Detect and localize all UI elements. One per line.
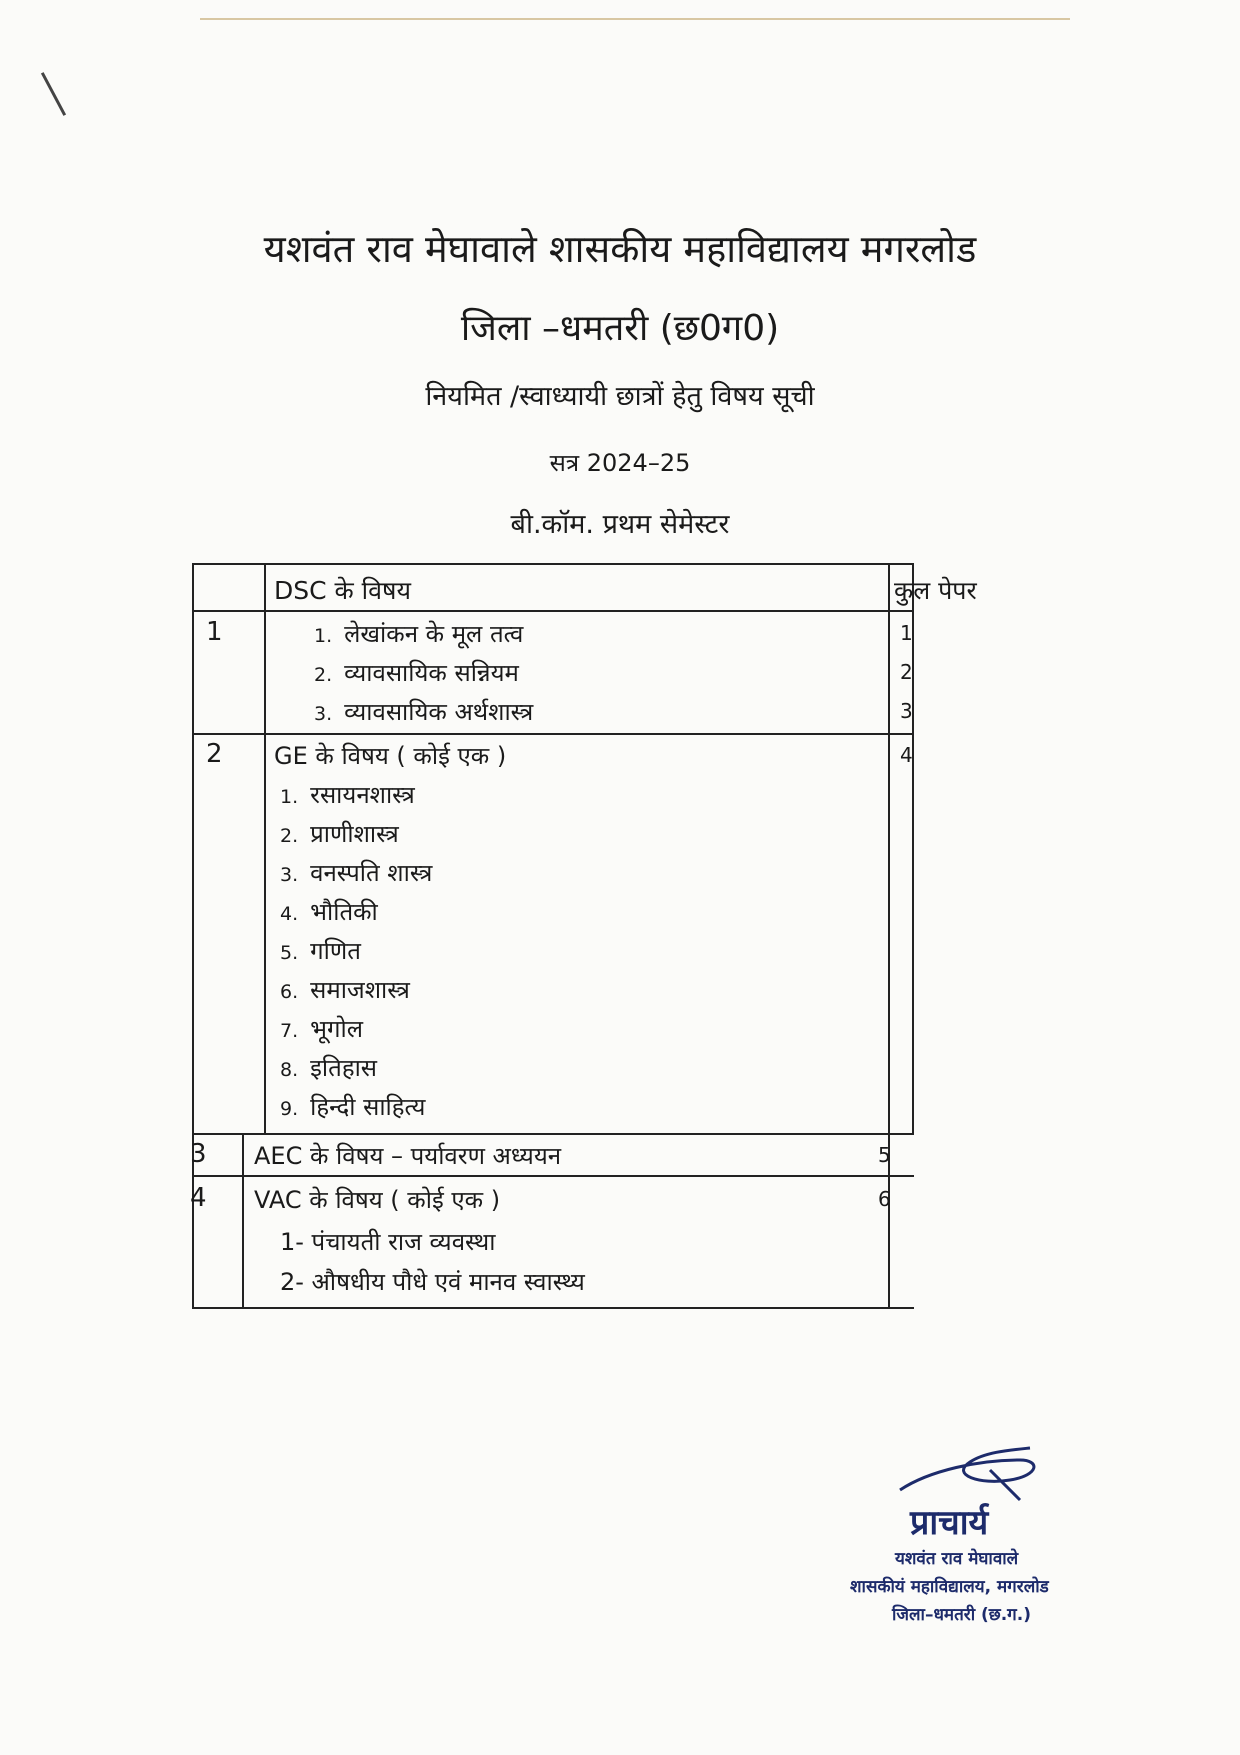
- list-item: 1- पंचायती राज व्यवस्था: [280, 1228, 496, 1256]
- item-index: 3.: [314, 703, 333, 725]
- item-label: लेखांकन के मूल तत्व: [344, 620, 524, 648]
- item-index: 1.: [280, 786, 299, 808]
- papers-header: कुल पेपर: [894, 576, 977, 605]
- section-title: GE के विषय ( कोई एक ): [274, 742, 507, 770]
- dsc-header: DSC के विषय: [274, 576, 411, 605]
- item-label: भौतिकी: [310, 898, 378, 926]
- pen-mark: [41, 72, 66, 116]
- principal-title: प्राचार्य: [910, 1503, 989, 1543]
- section-title: AEC के विषय – पर्यावरण अध्ययन: [254, 1142, 562, 1170]
- row-divider: [194, 610, 914, 612]
- item-label: गणित: [310, 937, 361, 965]
- item-label: भूगोल: [310, 1015, 364, 1043]
- subject-table: [192, 563, 1040, 1309]
- section-number: 1: [206, 617, 223, 647]
- item-label: व्यावसायिक अर्थशास्त्र: [344, 698, 534, 726]
- item-index: 2.: [314, 664, 333, 686]
- list-item: [280, 1051, 377, 1084]
- item-index: 1.: [314, 625, 333, 647]
- list-item: [280, 895, 378, 928]
- col-divider: [264, 565, 266, 1135]
- item-index: 4.: [280, 903, 299, 925]
- item-label: हिन्दी साहित्य: [310, 1093, 426, 1121]
- list-item: 2- औषधीय पौधे एवं मानव स्वास्थ्य: [280, 1268, 585, 1296]
- college-name: यशवंत राव मेघावाले शासकीय महाविद्यालय मगरलोड: [263, 227, 977, 271]
- list-item: [280, 1090, 425, 1123]
- course-name: बी.कॉम. प्रथम सेमेस्टर: [510, 509, 730, 540]
- session: सत्र 2024–25: [549, 449, 691, 477]
- list-item: [280, 817, 399, 850]
- row-divider: [194, 733, 914, 735]
- list-item: [314, 617, 523, 650]
- section-number: 4: [190, 1183, 207, 1213]
- list-item: [280, 973, 410, 1006]
- page-top-edge-line: [200, 18, 1070, 20]
- item-label: वनस्पति शास्त्र: [310, 859, 433, 887]
- item-index: 2.: [280, 825, 299, 847]
- item-index: 9.: [280, 1098, 299, 1120]
- paper-number: 6: [878, 1187, 891, 1211]
- list-item: [280, 778, 415, 811]
- row-divider: [194, 1175, 1002, 1177]
- section-number: 2: [206, 739, 223, 769]
- list-item: [280, 856, 432, 889]
- stamp-line-3: जिला–धमतरी (छ.ग.): [892, 1605, 1031, 1625]
- list-item: [314, 656, 519, 689]
- item-index: 8.: [280, 1059, 299, 1081]
- paper-number: 5: [878, 1143, 891, 1167]
- paper-number: 1: [900, 621, 913, 645]
- item-index: 3.: [280, 864, 299, 886]
- item-label: समाजशास्त्र: [310, 976, 410, 1004]
- paper-number: 3: [900, 699, 913, 723]
- paper-number: 2: [900, 660, 913, 684]
- list-item: [280, 1012, 363, 1045]
- district-name: जिला –धमतरी (छ0ग0): [460, 308, 780, 349]
- col-divider: [242, 1133, 244, 1309]
- item-index: 7.: [280, 1020, 299, 1042]
- section-number: 3: [190, 1139, 207, 1169]
- section-title: VAC के विषय ( कोई एक ): [254, 1186, 501, 1214]
- stamp-line-2: शासकीयं महाविद्यालय, मगरलोड: [850, 1577, 1049, 1597]
- stamp-line-1: यशवंत राव मेघावाले: [895, 1549, 1019, 1569]
- item-label: प्राणीशास्त्र: [310, 820, 399, 848]
- list-title: नियमित /स्वाध्यायी छात्रों हेतु विषय सूची: [425, 381, 815, 412]
- item-label: इतिहास: [310, 1054, 378, 1082]
- item-label: रसायनशास्त्र: [310, 781, 415, 809]
- item-index: 5.: [280, 942, 299, 964]
- row-divider: [194, 1133, 1002, 1135]
- list-item: [314, 695, 533, 728]
- paper-number: 4: [900, 743, 913, 767]
- list-item: [280, 934, 361, 967]
- item-index: 6.: [280, 981, 299, 1003]
- item-label: व्यावसायिक सन्नियम: [344, 659, 519, 687]
- table-mask: [914, 563, 1040, 1311]
- table-top-edge: [912, 563, 914, 565]
